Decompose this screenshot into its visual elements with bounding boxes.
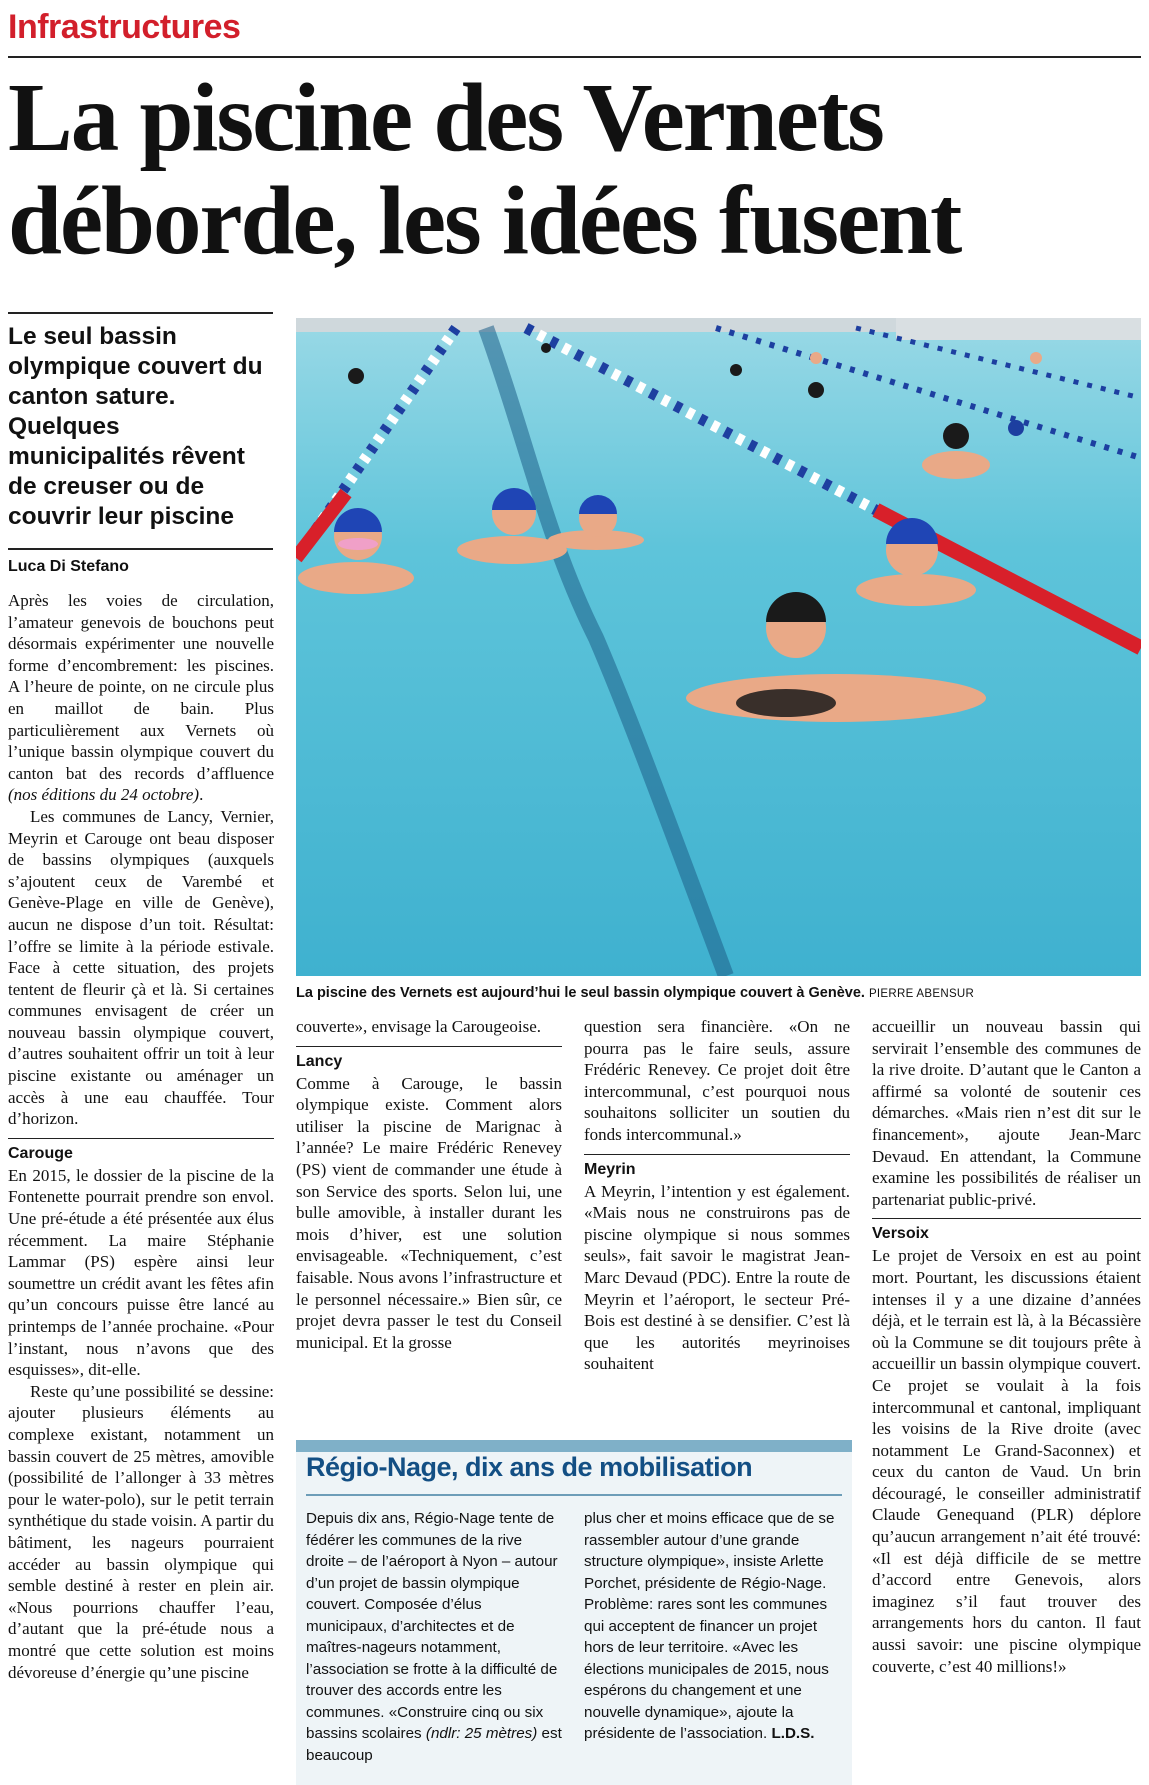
lead-bottom-rule	[8, 548, 273, 550]
edition-reference: (nos éditions du 24 octobre)	[8, 785, 200, 805]
paragraph-carouge-end: couverte», envisage la Carougeoise.	[296, 1017, 541, 1036]
headline-line-1: La piscine des Vernets	[8, 64, 883, 171]
paragraph-carouge-2: Reste qu’une possibilité se dessine: ajouter plusieurs éléments au complexe existant, notamment un bassin couvert de 25 mètres, amovible (possibilité de l’allonger à 33 mètres pour le water-polo), sur le petit terrain synthétique du stade voisin. A partir du bâtiment, les nageurs pourraient accéder au bassin olympique qui semble destiné à rester en plein air. «Nous pourrions chauffer l’eau, d’autant que la pré-étude nous a montré que cette solution est moins dévoreuse d’énergie qu’une piscine	[8, 1381, 274, 1682]
headline	[8, 66, 1141, 272]
box-note: (ndlr: 25 mètres)	[425, 1725, 538, 1742]
box-column-1-end: est beaucoup	[306, 1725, 562, 1764]
paragraph-intro	[8, 590, 274, 806]
article-column-4	[872, 1016, 1141, 1677]
regio-nage-box	[296, 1440, 852, 1785]
box-column-2	[584, 1508, 842, 1745]
lead-text: Le seul bassin olympique couvert du canton sature. Quelques municipalités rêvent de creuser ou de couvrir leur piscine	[8, 323, 263, 530]
rubric-divider	[8, 56, 1141, 58]
paragraph-intro-text: Après les voies de circulation, l’amateur genevois de bouchons peut désormais expérimenter une nouvelle forme d’encombrement: les piscines. A l’heure de pointe, on ne circule plus en maillot de bain. Plus particulièrement aux Vernets où l’unique bassin olympique couvert du canton bat des records d’affluence	[8, 591, 274, 783]
box-top-band	[296, 1440, 852, 1452]
subhead-meyrin: Meyrin	[584, 1154, 850, 1181]
paragraph-versoix: Le projet de Versoix en est au point mort. Pourtant, les discussions étaient intenses il y a une dizaine d’années déjà, et le terrain est là, à la Bécassière où la Commune se dit toujours prête à accueillir un bassin olympique couvert. Ce projet se voulait à la fois intercommunal et cantonal, impliquant les voisins de la Rive droite (avec notamment Le Grand-Saconnex) et ceux du canton de Vaud. Un brin découragé, le conseiller administratif Claude Genequand (PLR) déplore qu’aucun arrangement n’ait été trouvé: «Il est déjà difficile de se mettre d’accord entre Genevois, alors imaginez s’il faut trouver des arrangements hors du canton. Il faut aussi savoir: une piscine olympique couverte, c’est 40 millions!»	[872, 1246, 1141, 1676]
box-column-1-text: Depuis dix ans, Régio-Nage tente de fédérer les communes de la rive droite – de l’aéroport à Nyon – autour d’un projet de bassin olympique couvert. Composée d’élus municipaux, d’architectes et de maîtres-nageurs notamment, l’association se frotte à la difficulté de trouver des accords entre les communes. «Construire cinq ou six bassins scolaires	[306, 1510, 558, 1742]
paragraph-meyrin: A Meyrin, l’intention y est également. «Mais nous ne construirons pas de piscine olympique si nous sommes seuls», fait savoir le magistrat Jean-Marc Devaud (PDC). Entre la route de Meyrin et l’aéroport, le secteur Pré-Bois est destiné à se densifier. C’est là que les autorités meyrinoises souhaitent	[584, 1181, 850, 1374]
subhead-lancy: Lancy	[296, 1046, 562, 1073]
article-column-3	[584, 1016, 850, 1375]
paragraph-meyrin-end: accueillir un nouveau bassin qui servirait l’ensemble des communes de la rive droite. D’autant que le Canton a affirmé sa volonté de soutenir ces démarches. «Mais rien n’est dit sur le financement», ajoute Jean-Marc Devaud. En attendant, la Commune examine les possibilités de réaliser un partenariat public-privé.	[872, 1017, 1141, 1209]
section-rubric: Infrastructures	[8, 8, 241, 46]
subhead-versoix: Versoix	[872, 1218, 1141, 1245]
box-signature: L.D.S.	[771, 1725, 815, 1742]
paragraph-lancy-end: question sera financière. «On ne pourra pas le faire seuls, assure Frédéric Renevey. Ce projet doit être intercommunal, c’est pourquoi nous souhaitons solliciter un soutien du fonds intercommunal.»	[584, 1017, 850, 1144]
pool-illustration	[296, 318, 1141, 976]
box-divider	[306, 1494, 842, 1496]
box-title: Régio-Nage, dix ans de mobilisation	[306, 1452, 753, 1482]
box-column-2-text: plus cher et moins efficace que de se rassembler autour d’une grande structure olympique», insiste Arlette Porchet, présidente de Régio-Nage. Problème: rares sont les communes qui acceptent de financer un projet hors de leur territoire. «Avec les élections municipales de 2015, nous espérons du changement et une nouvelle dynamique», ajoute la présidente de l’association.	[584, 1510, 835, 1742]
article-column-1	[8, 590, 274, 1683]
photo-caption	[296, 984, 1141, 1003]
caption-text: La piscine des Vernets est aujourd’hui le seul bassin olympique couvert à Genève.	[296, 985, 865, 1001]
article-column-2	[296, 1016, 562, 1353]
subhead-carouge: Carouge	[8, 1138, 274, 1165]
lead-top-rule	[8, 312, 273, 314]
paragraph-end: .	[199, 785, 204, 805]
paragraph-carouge-1: En 2015, le dossier de la piscine de la Fontenette pourrait prendre son envol. Une pré-étude a été présentée aux élus récemment. La maire Stéphanie Lammar (PS) espère ainsi leur soumettre un crédit avant les fêtes afin qu’un concours puisse être lancé au printemps de l’année prochaine. «Pour l’instant, nous n’avons que des esquisses», dit-elle.	[8, 1165, 274, 1380]
box-column-1	[306, 1508, 564, 1766]
byline: Luca Di Stefano	[8, 558, 129, 575]
swimming-pool-photo	[296, 318, 1141, 976]
paragraph-communes: Les communes de Lancy, Vernier, Meyrin et Carouge ont beau disposer de bassins olympiques (auxquels s’ajoutent ceux de Varembé et Genève-Plage en ville de Genève), aucun ne dispose d’un toit. Résultat: l’offre se limite à la période estivale. Face à cette situation, des projets tentent de fleurir çà et là. Si certaines communes envisagent de créer un nouveau bassin olympique couvert, d’autres souhaitent offrir un toit à leur piscine existante ou aménager un accès à une eau chauffée. Tour d’horizon.	[8, 806, 274, 1129]
photo-credit: PIERRE ABENSUR	[868, 988, 975, 1000]
paragraph-lancy: Comme à Carouge, le bassin olympique existe. Comment alors utiliser la piscine de Marignac à l’année? Le maire Frédéric Renevey (PS) vient de commander une étude à son Service des sports. Selon lui, une bulle amovible, à installer durant les mois d’hiver, est une solution envisageable. «Techniquement, c’est faisable. Nous avons l’infrastructure et le personnel nécessaire.» Bien sûr, ce projet devra passer le test du Conseil municipal. Et la grosse	[296, 1073, 562, 1352]
headline-line-2: déborde, les idées fusent	[8, 167, 961, 274]
